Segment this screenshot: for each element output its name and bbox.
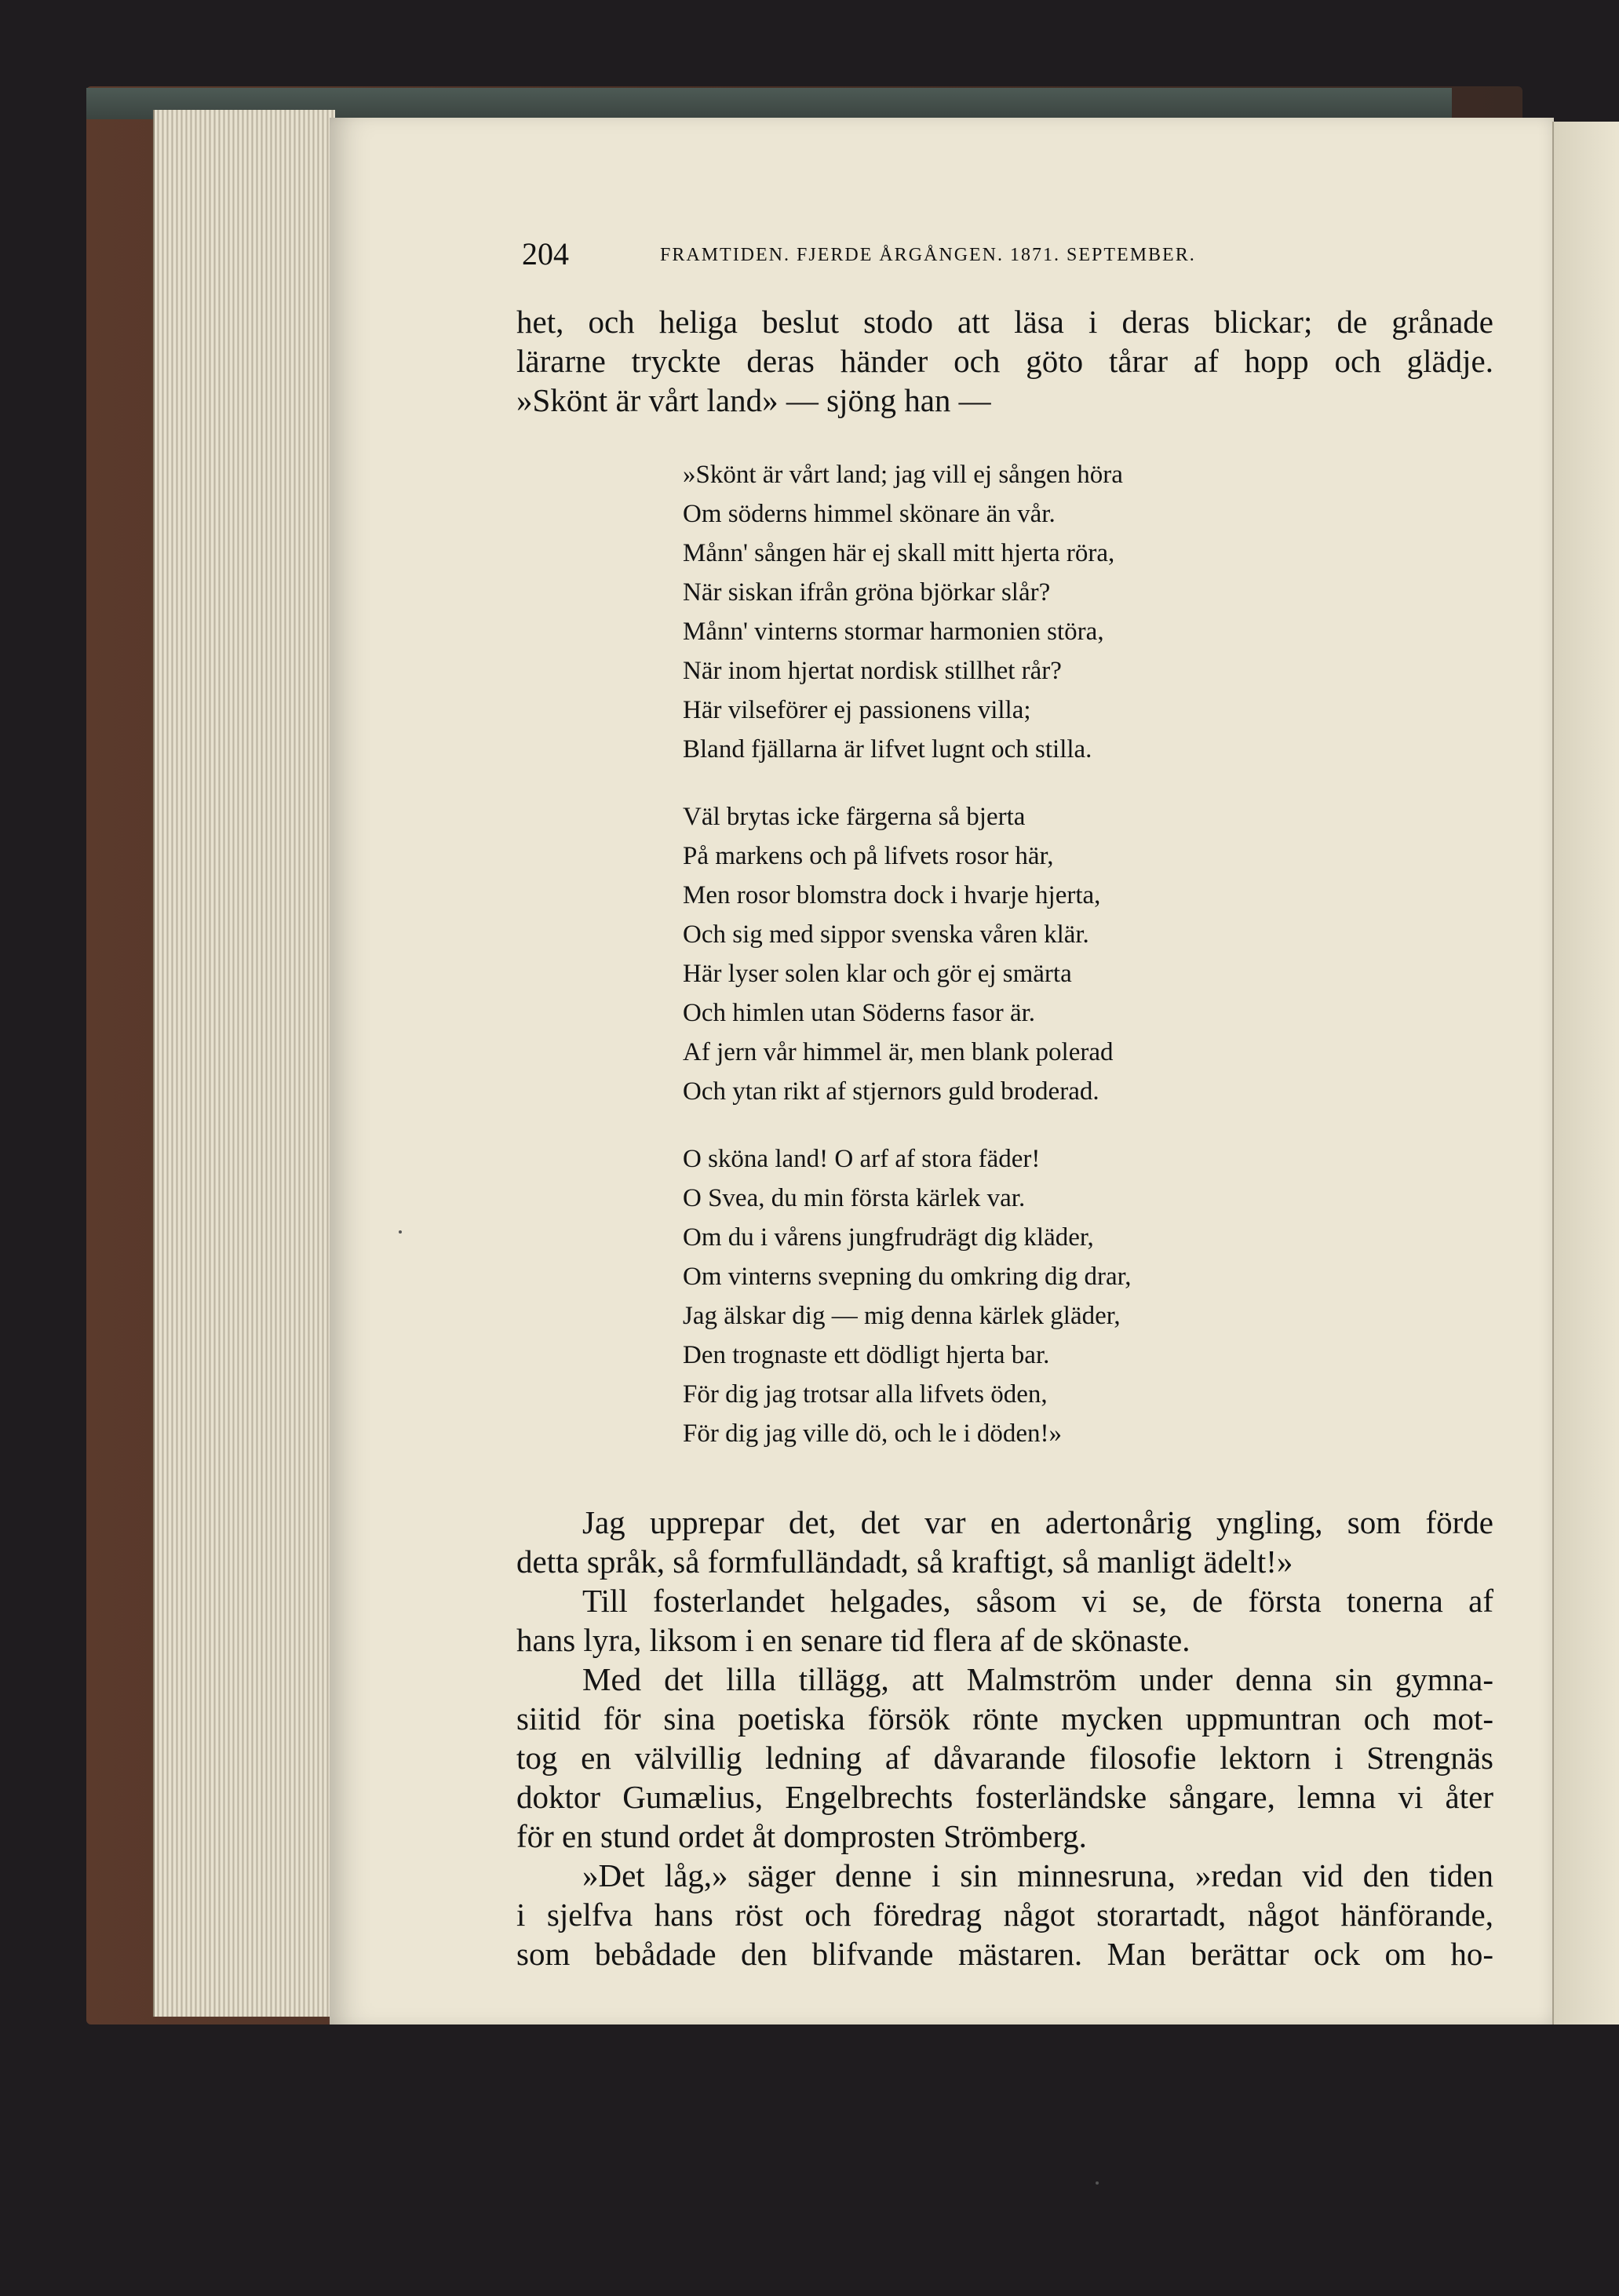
poem-line: Väl brytas icke färgerna så bjerta xyxy=(683,803,1026,831)
poem-line: Men rosor blomstra dock i hvarje hjerta, xyxy=(683,881,1101,909)
poem-line: Om vinterns svepning du omkring dig drar, xyxy=(683,1263,1132,1291)
poem-stanza xyxy=(683,797,1132,1111)
text-line: detta språk, så formfulländadt, så kraftigt, så manligt ädelt!» xyxy=(516,1543,1293,1580)
poem-line: Jag älskar dig — mig denna kärlek gläder, xyxy=(683,1302,1121,1330)
running-title: FRAMTIDEN. FJERDE ÅRGÅNGEN. 1871. SEPTEMBER. xyxy=(660,245,1196,265)
text-line: »Det låg,» säger denne i sin minnesruna, »redan vid den tiden xyxy=(582,1857,1493,1893)
text-line: het, och heliga beslut stodo att läsa i deras blickar; de grånade xyxy=(516,304,1493,340)
poem-line: När inom hjertat nordisk stillhet rår? xyxy=(683,657,1062,685)
text-line: hans lyra, liksom i en senare tid flera af de skönaste. xyxy=(516,1622,1191,1658)
poem-line: Om du i vårens jungfrudrägt dig kläder, xyxy=(683,1223,1094,1252)
poem-line: Bland fjällarna är lifvet lugnt och stilla. xyxy=(683,735,1092,764)
paragraph xyxy=(516,1660,1493,1856)
poem-line: Och sig med sippor svenska våren klär. xyxy=(683,920,1089,949)
text-line: Jag upprepar det, det var en adertonårig yngling, som förde xyxy=(582,1504,1493,1540)
poem-line: Den trognaste ett dödligt hjerta bar. xyxy=(683,1341,1050,1369)
paragraph xyxy=(516,1503,1493,1581)
paragraph xyxy=(516,1856,1493,1973)
poem-line: Här vilseförer ej passionens villa; xyxy=(683,696,1031,724)
poem-line: För dig jag trotsar alla lifvets öden, xyxy=(683,1380,1048,1409)
facing-page-edge xyxy=(1552,122,1619,2024)
poem-line: O sköna land! O arf af stora fäder! xyxy=(683,1145,1041,1173)
paper-speck xyxy=(1096,2181,1099,2185)
text-line: i sjelfva hans röst och föredrag något storartadt, något hänförande, xyxy=(516,1897,1493,1933)
text-line: »Skönt är vårt land» — sjöng han — xyxy=(516,382,991,418)
closing-paragraphs xyxy=(516,1503,1493,1973)
page-edges xyxy=(153,110,335,2017)
text-line: för en stund ordet åt domprosten Strömberg. xyxy=(516,1818,1087,1854)
poem-line: O Svea, du min första kärlek var. xyxy=(683,1184,1026,1212)
text-line: doktor Gumælius, Engelbrechts fosterländske sångare, lemna vi åter xyxy=(516,1779,1493,1815)
poem-line: Af jern vår himmel är, men blank polerad xyxy=(683,1038,1114,1066)
text-line: siitid för sina poetiska försök rönte mycken uppmuntran och mot- xyxy=(516,1700,1493,1737)
opening-paragraph xyxy=(516,302,1493,420)
text-line: som bebådade den blifvande mästaren. Man berättar ock om ho- xyxy=(516,1936,1493,1972)
poem-stanza xyxy=(683,455,1132,769)
text-line: lärarne tryckte deras händer och göto tårar af hopp och glädje. xyxy=(516,343,1493,379)
paragraph xyxy=(516,1581,1493,1660)
running-head xyxy=(522,235,1366,275)
text-line: Till fosterlandet helgades, såsom vi se, de första tonerna af xyxy=(582,1583,1493,1619)
poem-line: När siskan ifrån gröna björkar slår? xyxy=(683,578,1051,607)
paper-speck xyxy=(399,1230,402,1234)
poem-line: »Skönt är vårt land; jag vill ej sången höra xyxy=(683,461,1123,489)
poem-line: Månn' vinterns stormar harmonien störa, xyxy=(683,618,1104,646)
poem-line: Och ytan rikt af stjernors guld broderad. xyxy=(683,1077,1099,1106)
poem-line: På markens och på lifvets rosor här, xyxy=(683,842,1054,870)
poem xyxy=(683,455,1132,1481)
poem-line: Här lyser solen klar och gör ej smärta xyxy=(683,960,1072,988)
poem-line: Månn' sången här ej skall mitt hjerta röra, xyxy=(683,539,1115,567)
page-number: 204 xyxy=(522,236,569,272)
poem-stanza xyxy=(683,1139,1132,1453)
text-line: Med det lilla tillägg, att Malmström under denna sin gymna- xyxy=(582,1661,1493,1697)
poem-line: Och himlen utan Söderns fasor är. xyxy=(683,999,1036,1027)
text-line: tog en välvillig ledning af dåvarande filosofie lektorn i Strengnäs xyxy=(516,1740,1493,1776)
poem-line: För dig jag ville dö, och le i döden!» xyxy=(683,1420,1062,1448)
poem-line: Om söderns himmel skönare än vår. xyxy=(683,500,1056,528)
